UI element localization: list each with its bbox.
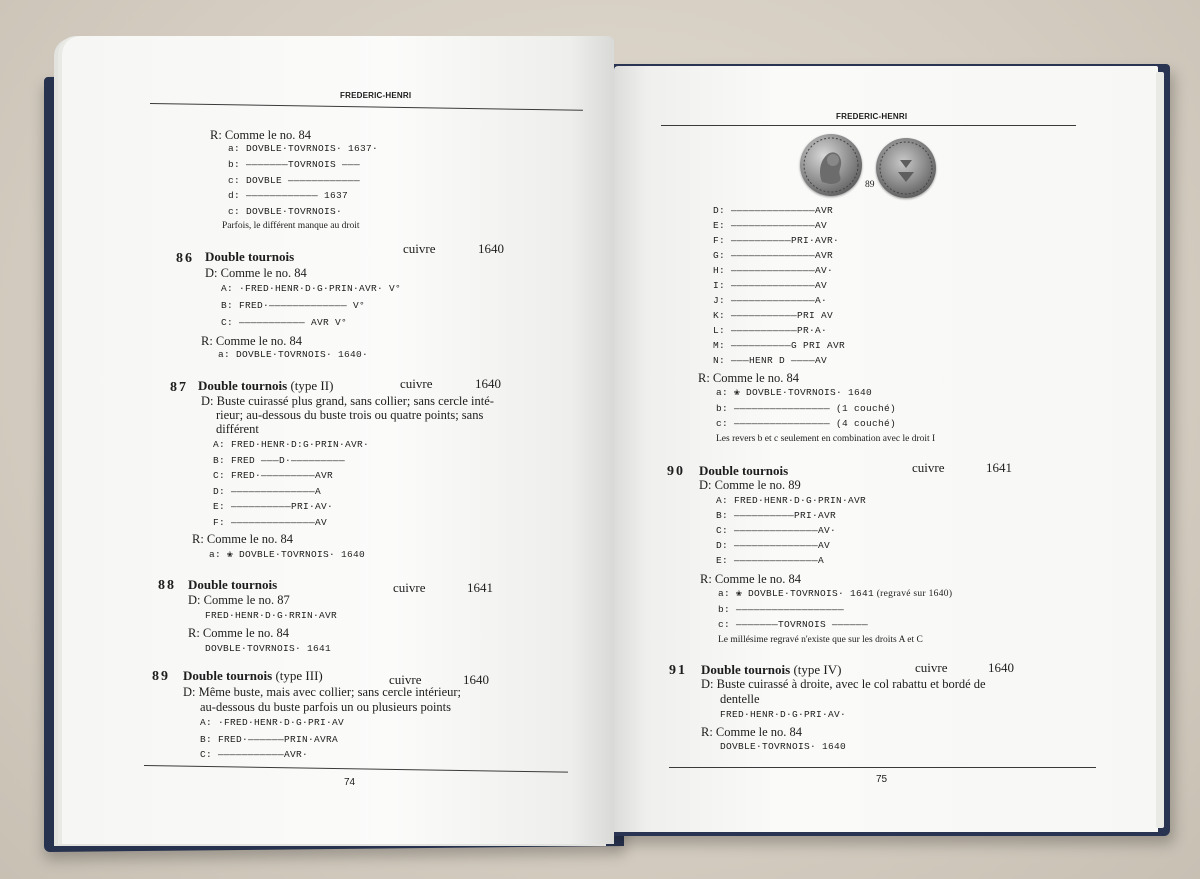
line-text: D: ——————————————A xyxy=(213,486,322,497)
line-text: D: Buste cuirassé plus grand, sans collier; sans cercle inté- xyxy=(201,394,494,408)
right-header-rule xyxy=(661,125,1076,126)
line-text: A: FRED·HENR·D·G·PRIN·AVR xyxy=(716,495,867,506)
line-text: G: ——————————————AVR xyxy=(713,250,834,261)
left-page-line xyxy=(216,409,483,422)
line-text: Double tournois xyxy=(188,577,278,592)
right-page-line xyxy=(713,326,827,336)
right-page-line xyxy=(716,541,830,551)
line-text: a: DOVBLE·TOVRNOIS· 1637· xyxy=(228,143,379,154)
left-page-line xyxy=(200,735,338,745)
right-page-line xyxy=(988,661,1014,674)
left-page-line xyxy=(183,669,323,682)
line-text: J: ——————————————A· xyxy=(713,295,828,306)
line-text: FRED·HENR·D·G·RRIN·AVR xyxy=(205,610,338,621)
line-text: D: Comme le no. 87 xyxy=(188,593,290,607)
right-page-line xyxy=(713,356,827,366)
line-text: DOVBLE·TOVRNOIS· 1640 xyxy=(720,741,847,752)
line-text: DOVBLE·TOVRNOIS· 1641 xyxy=(205,643,332,654)
right-page-line xyxy=(718,589,952,600)
right-page-line xyxy=(701,678,986,691)
left-page-line xyxy=(158,579,176,593)
right-page-line xyxy=(718,605,844,615)
line-text: au-dessous du buste parfois un ou plusieurs points xyxy=(200,700,452,714)
line-text: c: ———————TOVRNOIS —————— xyxy=(718,619,869,630)
line-text: cuivre xyxy=(400,376,433,391)
left-page-line xyxy=(192,533,293,546)
line-text: A: ·FRED·HENR·D·G·PRIN·AVR· V° xyxy=(221,283,402,294)
line-text: D: ——————————————AV xyxy=(716,540,831,551)
right-page-line xyxy=(718,636,923,646)
line-text: C: ——————————— AVR V° xyxy=(221,317,348,328)
right-page-line xyxy=(716,435,935,445)
left-page-line xyxy=(463,673,489,686)
left-page-line xyxy=(205,644,331,654)
left-page-line xyxy=(475,377,501,390)
line-text: dentelle xyxy=(720,692,760,706)
line-text: R: Comme le no. 84 xyxy=(192,532,294,546)
line-text: Les revers b et c seulement en combination avec le droit I xyxy=(716,434,936,444)
right-page-line xyxy=(720,693,760,706)
line-text: E: ——————————PRI·AV· xyxy=(213,501,334,512)
left-page-line xyxy=(198,379,333,392)
line-text: Double tournois xyxy=(205,249,295,264)
line-text: N: ———HENR D ————AV xyxy=(713,355,828,366)
line-text: Parfois, le différent manque au droit xyxy=(222,221,360,231)
line-text: FRED·HENR·D·G·PRI·AV· xyxy=(720,709,847,720)
line-text: I: ——————————————AV xyxy=(713,280,828,291)
line-text: B: ——————————PRI·AVR xyxy=(716,510,837,521)
line-text: c: ———————————————— (4 couché) xyxy=(716,418,897,429)
line-text: Double tournois xyxy=(198,378,288,393)
left-page-line xyxy=(213,440,369,450)
line-text: E: ——————————————A xyxy=(716,555,825,566)
line-text: 88 xyxy=(158,578,176,593)
right-page-line xyxy=(713,311,833,321)
right-page-line xyxy=(716,419,896,429)
left-page-line xyxy=(176,252,194,266)
line-text: 87 xyxy=(170,380,188,395)
right-page-line xyxy=(713,236,839,246)
left-page-line xyxy=(213,471,333,481)
line-text: 86 xyxy=(176,251,194,266)
line-text: d: ———————————— 1637 xyxy=(228,190,349,201)
left-page-line xyxy=(228,207,342,217)
right-page-number: 75 xyxy=(876,774,888,785)
line-text: D: Comme le no. 89 xyxy=(699,478,801,492)
line-suffix: (type III) xyxy=(272,668,323,683)
left-page-line xyxy=(467,581,493,594)
line-text: M: ——————————G PRI AVR xyxy=(713,340,846,351)
right-page-header: FREDERIC-HENRI xyxy=(836,112,908,121)
right-page-line xyxy=(716,496,866,506)
left-page-line xyxy=(213,518,327,528)
line-text: B: FRED·——————PRIN·AVRA xyxy=(200,734,339,745)
left-page-line xyxy=(210,129,311,142)
left-page-line xyxy=(393,581,425,594)
left-page-line xyxy=(228,144,378,154)
left-page-line xyxy=(200,750,308,760)
coin-obverse-image xyxy=(800,134,862,196)
left-page-line xyxy=(228,176,360,186)
right-page-line xyxy=(716,526,836,536)
line-text: B: FRED ———D·————————— xyxy=(213,455,346,466)
left-page-line xyxy=(400,377,432,390)
line-text: R: Comme le no. 84 xyxy=(698,371,800,385)
left-page-line xyxy=(221,301,365,311)
line-text: 1641 xyxy=(467,580,493,595)
line-text: H: ——————————————AV· xyxy=(713,265,834,276)
line-suffix: (regravé sur 1640) xyxy=(874,589,953,599)
line-text: cuivre xyxy=(403,241,436,256)
line-text: c: DOVBLE·TOVRNOIS· xyxy=(228,206,343,217)
left-page-line xyxy=(403,242,435,255)
right-page-line xyxy=(713,341,845,351)
right-page-line xyxy=(700,573,801,586)
right-footer-rule xyxy=(669,767,1096,768)
line-text: D: Buste cuirassé à droite, avec le col rabattu et bordé de xyxy=(701,677,986,691)
left-page-line xyxy=(228,191,348,201)
line-text: R: Comme le no. 84 xyxy=(210,128,312,142)
line-text: b: ———————————————— (1 couché) xyxy=(716,403,897,414)
right-page-line xyxy=(713,221,827,231)
line-text: D: Comme le no. 84 xyxy=(205,266,307,280)
line-text: b: —————————————————— xyxy=(718,604,845,615)
line-text: a: ❀ DOVBLE·TOVRNOIS· 1640 xyxy=(716,387,873,398)
right-page-line xyxy=(713,296,827,306)
line-text: rieur; au-dessous du buste trois ou quatre points; sans xyxy=(216,408,484,422)
line-text: E: ——————————————AV xyxy=(713,220,828,231)
line-text: cuivre xyxy=(915,660,948,675)
line-text: a: ❀ DOVBLE·TOVRNOIS· 1641 xyxy=(718,588,875,599)
left-page-line xyxy=(221,284,401,294)
right-page-line xyxy=(720,742,846,752)
left-page-line xyxy=(213,487,321,497)
left-page-line xyxy=(170,381,188,395)
right-page-line xyxy=(669,664,687,678)
right-page-line xyxy=(912,461,944,474)
line-text: C: ——————————————AV· xyxy=(716,525,837,536)
line-text: 91 xyxy=(669,663,687,678)
left-page-header: FREDERIC-HENRI xyxy=(340,91,412,100)
left-page-number: 74 xyxy=(344,777,356,788)
line-text: c: DOVBLE ———————————— xyxy=(228,175,361,186)
line-text: B: FRED·————————————— V° xyxy=(221,300,366,311)
line-text: C: FRED·—————————AVR xyxy=(213,470,334,481)
line-text: R: Comme le no. 84 xyxy=(701,725,803,739)
line-text: 1640 xyxy=(478,241,504,256)
left-page-line xyxy=(221,318,347,328)
line-text: Double tournois xyxy=(699,463,789,478)
line-text: cuivre xyxy=(389,672,422,687)
left-page-line xyxy=(201,335,302,348)
line-text: A: ·FRED·HENR·D·G·PRI·AV xyxy=(200,717,345,728)
line-text: A: FRED·HENR·D:G·PRIN·AVR· xyxy=(213,439,370,450)
right-page-line xyxy=(718,620,868,630)
line-text: cuivre xyxy=(912,460,945,475)
line-text: Le millésime regravé n'existe que sur les droits A et C xyxy=(718,635,923,645)
right-page-line xyxy=(701,726,802,739)
line-text: Double tournois xyxy=(701,662,791,677)
right-page-line xyxy=(986,461,1012,474)
left-page-line xyxy=(201,395,494,408)
left-page-line xyxy=(183,686,461,699)
line-text: 90 xyxy=(667,464,685,479)
line-text: F: ——————————————AV xyxy=(213,517,328,528)
left-page-line xyxy=(152,670,170,684)
left-page-line xyxy=(205,611,337,621)
line-text: 1641 xyxy=(986,460,1012,475)
right-page-line xyxy=(698,372,799,385)
line-text: K: ———————————PRI AV xyxy=(713,310,834,321)
line-text: 89 xyxy=(152,669,170,684)
left-page-line xyxy=(209,550,365,560)
line-text: b: ———————TOVRNOIS ——— xyxy=(228,159,361,170)
left-page-line xyxy=(188,594,290,607)
right-page-line xyxy=(701,663,841,676)
line-text: Double tournois xyxy=(183,668,273,683)
line-text: R: Comme le no. 84 xyxy=(188,626,290,640)
right-page-line xyxy=(716,511,836,521)
line-suffix: (type II) xyxy=(287,378,334,393)
right-page-line xyxy=(716,388,872,398)
right-page-line xyxy=(713,206,833,216)
right-page-line xyxy=(699,464,788,477)
line-text: L: ———————————PR·A· xyxy=(713,325,828,336)
left-page-line xyxy=(216,423,259,436)
line-text: différent xyxy=(216,422,259,436)
line-suffix: (type IV) xyxy=(790,662,842,677)
left-page-line xyxy=(200,718,344,728)
left-page-line xyxy=(205,267,307,280)
right-page-line xyxy=(716,556,824,566)
left-page-line xyxy=(200,701,451,714)
left-page-line xyxy=(228,160,360,170)
left-page-line xyxy=(213,502,333,512)
left-page-line xyxy=(188,578,277,591)
line-text: 1640 xyxy=(988,660,1014,675)
right-page-line xyxy=(699,479,801,492)
line-text: cuivre xyxy=(393,580,426,595)
line-text: 1640 xyxy=(475,376,501,391)
line-text: a: DOVBLE·TOVRNOIS· 1640· xyxy=(218,349,369,360)
right-page-line xyxy=(713,266,833,276)
line-text: D: Même buste, mais avec collier; sans cercle intérieur; xyxy=(183,685,462,699)
line-text: 1640 xyxy=(463,672,489,687)
line-text: R: Comme le no. 84 xyxy=(201,334,303,348)
left-page-line xyxy=(188,627,289,640)
left-page-line xyxy=(478,242,504,255)
line-text: D: ——————————————AVR xyxy=(713,205,834,216)
right-page-line xyxy=(720,710,846,720)
line-text: C: ———————————AVR· xyxy=(200,749,309,760)
right-page-line xyxy=(667,465,685,479)
line-text: F: ——————————PRI·AVR· xyxy=(713,235,840,246)
coin-reverse-image xyxy=(876,138,936,198)
coin-number-label: 89 xyxy=(865,180,875,190)
left-page-line xyxy=(222,222,360,232)
right-page-line xyxy=(713,281,827,291)
left-page-line xyxy=(205,250,294,263)
right-page-line xyxy=(716,404,896,414)
right-page-line xyxy=(915,661,947,674)
left-page-line xyxy=(213,456,345,466)
line-text: a: ❀ DOVBLE·TOVRNOIS· 1640 xyxy=(209,549,366,560)
right-page-line xyxy=(713,251,833,261)
line-text: R: Comme le no. 84 xyxy=(700,572,802,586)
left-page-line xyxy=(218,350,368,360)
